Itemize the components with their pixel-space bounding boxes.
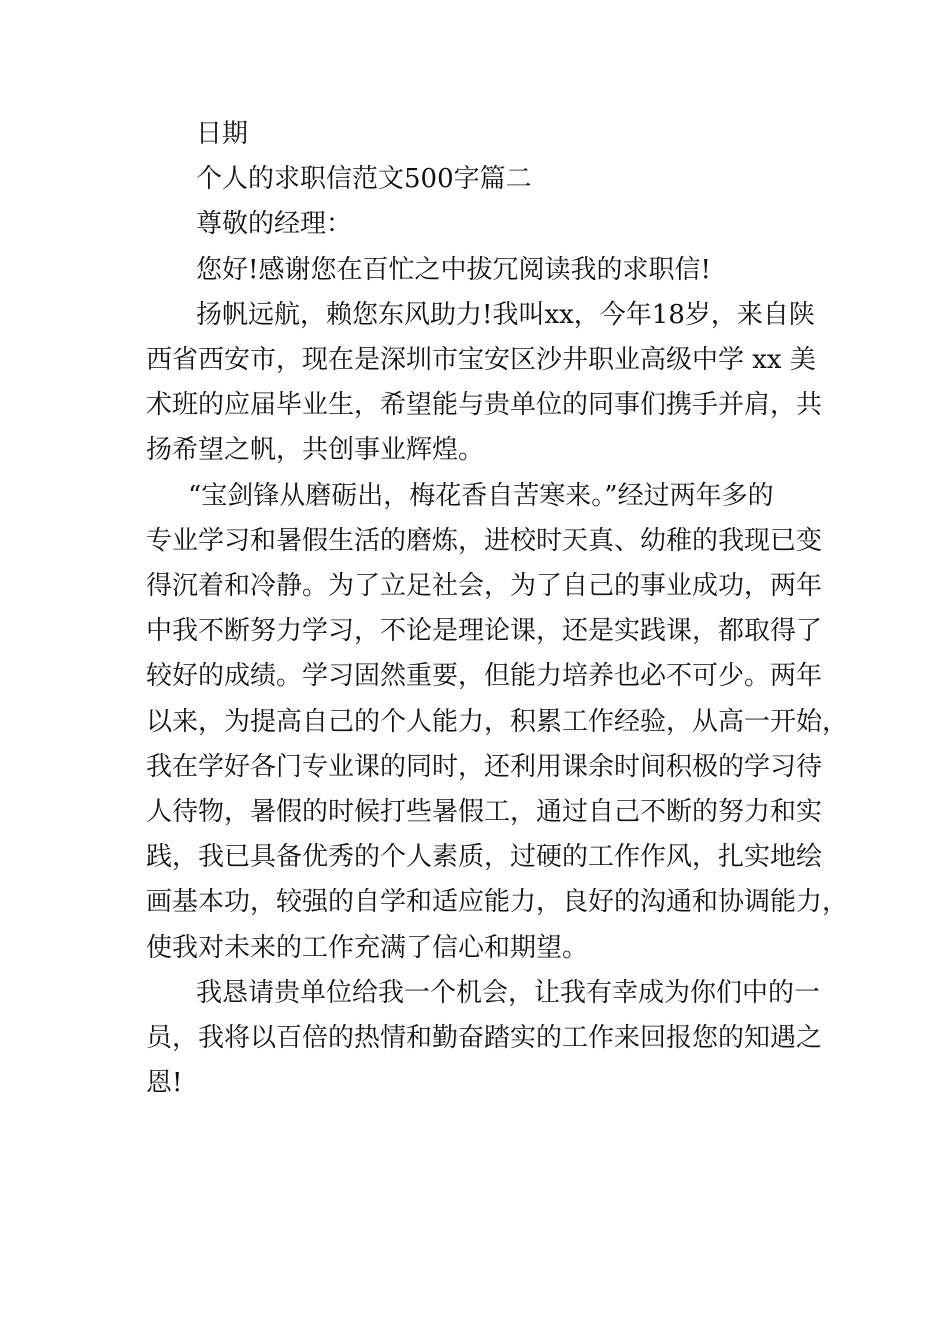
paragraph-line: 中我不断努力学习，不论是理论课，还是实践课，都取得了 — [146, 616, 823, 647]
greeting: 您好!感谢您在百忙之中拔冗阅读我的求职信! — [196, 254, 711, 285]
paragraph-request — [146, 971, 822, 1107]
paragraph-line: 人待物，暑假的时候打些暑假工，通过自己不断的努力和实 — [146, 797, 823, 828]
paragraph-line: 恩! — [146, 1068, 183, 1099]
paragraph-line: 我恳请贵单位给我一个机会，让我有幸成为你们中的一 — [196, 977, 821, 1008]
paragraph-line: 得沉着和冷静。为了立足社会，为了自己的事业成功，两年 — [146, 571, 823, 602]
paragraph-line: 以来，为提高自己的个人能力，积累工作经验，从高一开始， — [146, 706, 849, 737]
paragraph-line: 较好的成绩。学习固然重要，但能力培养也必不可少。两年 — [146, 661, 823, 692]
paragraph-line: 西省西安市，现在是深圳市宝安区沙井职业高级中学 xx 美 — [146, 345, 816, 376]
salutation: 尊敬的经理： — [196, 209, 353, 240]
paragraph-line: 画基本功，较强的自学和适应能力，良好的沟通和协调能力， — [146, 887, 849, 918]
paragraph-line: 术班的应届毕业生，希望能与贵单位的同事们携手并肩，共 — [146, 390, 823, 421]
paragraph-line: 我在学好各门专业课的同时，还利用课余时间积极的学习待 — [146, 751, 823, 782]
document-page — [146, 112, 849, 1106]
date-label: 日期 — [196, 119, 249, 149]
paragraph-line: 员，我将以百倍的热情和勤奋踏实的工作来回报您的知遇之 — [146, 1023, 823, 1054]
paragraph-line: 践，我已具备优秀的个人素质，过硬的工作作风，扎实地绘 — [146, 842, 823, 873]
letter-heading: 个人的求职信范文500字篇二 — [196, 164, 532, 195]
paragraph-line: “宝剑锋从磨砺出，梅花香自苦寒来。”经过两年多的 — [188, 480, 774, 511]
paragraph-line: 扬帆远航，赖您东风助力!我叫xx，今年18岁，来自陕 — [196, 299, 815, 330]
paragraph-introduction — [146, 293, 822, 474]
paragraph-line: 专业学习和暑假生活的磨炼，进校时天真、幼稚的我现已变 — [146, 525, 823, 556]
paragraph-experience — [146, 474, 849, 971]
paragraph-line: 使我对未来的工作充满了信心和期望。 — [146, 932, 589, 963]
paragraph-line: 扬希望之帆，共创事业辉煌。 — [146, 435, 485, 466]
